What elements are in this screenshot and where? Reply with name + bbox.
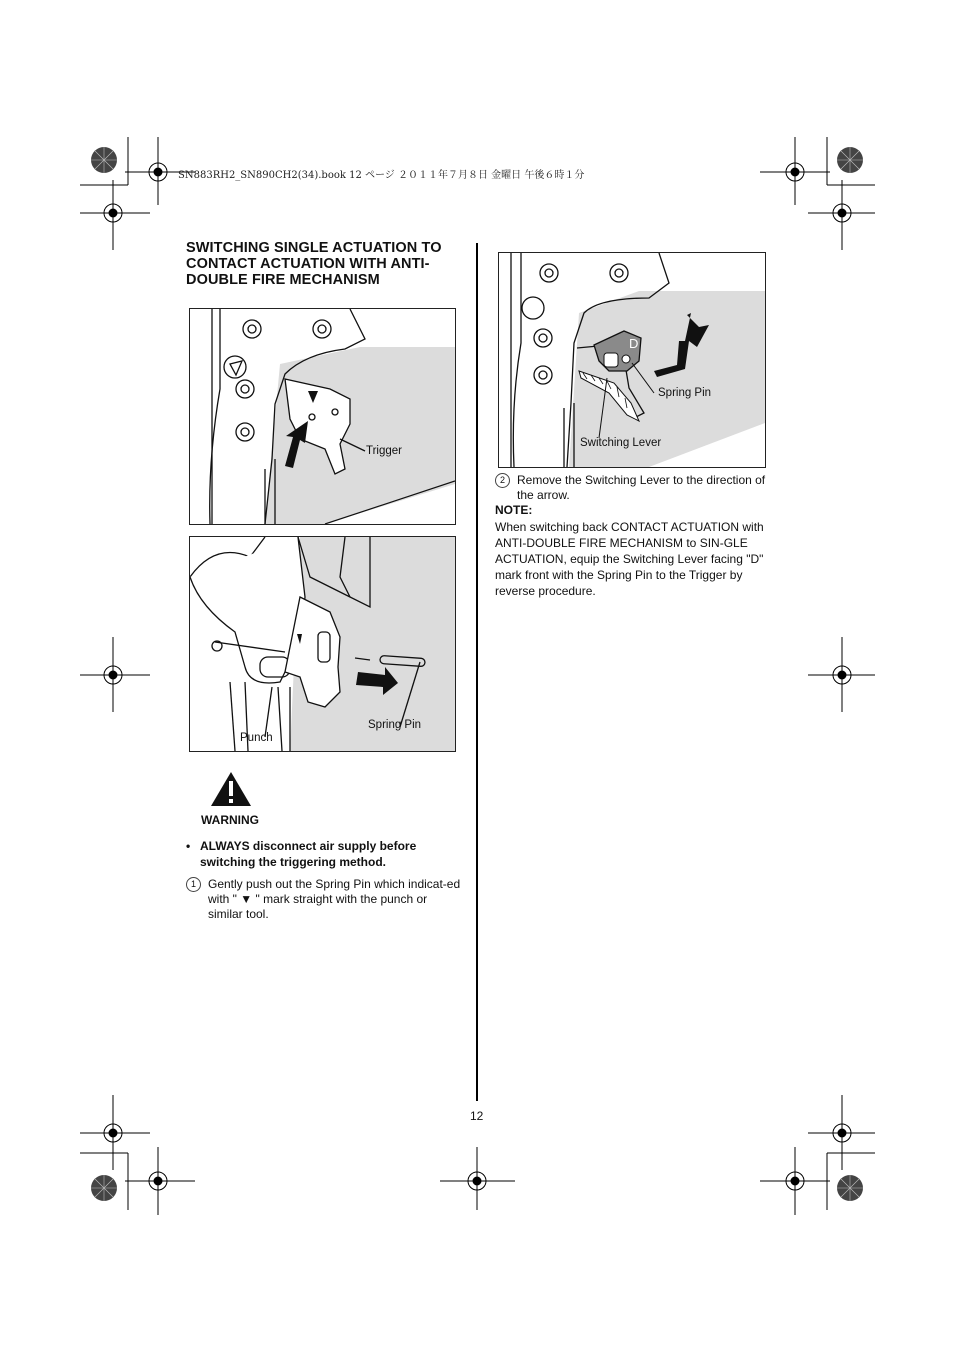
warning-label: WARNING bbox=[201, 813, 259, 827]
page-number: 12 bbox=[470, 1109, 484, 1123]
step-2-text: Remove the Switching Lever to the direction of the arrow. bbox=[517, 473, 766, 502]
figure-switching-lever bbox=[498, 252, 766, 468]
step-1-number: 1 bbox=[186, 877, 201, 892]
trigger-illustration bbox=[190, 309, 455, 524]
warning-triangle-icon bbox=[210, 771, 252, 807]
figure-trigger bbox=[189, 308, 456, 525]
note-body: When switching back CONTACT ACTUATION with ANTI-DOUBLE FIRE MECHANISM to SIN-GLE ACTUATION, equip the Switching Lever facing "D" mark front with the Spring Pin to the Trigger by reverse procedure. bbox=[495, 520, 764, 598]
step-2 bbox=[495, 473, 770, 503]
warning-bullet bbox=[186, 838, 461, 870]
switching-lever-label: Switching Lever bbox=[580, 437, 662, 449]
step-2-number: 2 bbox=[495, 473, 510, 488]
warning-bullet-text: ALWAYS disconnect air supply before switching the triggering method. bbox=[200, 839, 417, 869]
spring-pin-label-left: Spring Pin bbox=[368, 719, 422, 731]
spring-pin-label-right: Spring Pin bbox=[658, 387, 712, 399]
column-divider bbox=[476, 243, 478, 1101]
punch-label: Punch bbox=[240, 732, 273, 744]
bullet-dot: • bbox=[186, 839, 191, 853]
step-1-text: Gently push out the Spring Pin which indicat-ed with " ▼ " mark straight with the punch or similar tool. bbox=[208, 877, 461, 921]
step-1 bbox=[186, 877, 461, 922]
section-title: SWITCHING SINGLE ACTUATION TO CONTACT ACTUATION WITH ANTI-DOUBLE FIRE MECHANISM bbox=[186, 240, 442, 288]
trigger-label: Trigger bbox=[366, 445, 402, 457]
figure-punch bbox=[189, 536, 456, 752]
file-info-header: SN883RH2_SN890CH2(34).book 12 ページ ２０１１年７月８日 金曜日 午後６時１分 bbox=[178, 170, 585, 181]
switching-lever-illustration bbox=[499, 253, 765, 467]
note-title: NOTE: bbox=[495, 503, 533, 517]
d-mark: D bbox=[629, 336, 639, 351]
